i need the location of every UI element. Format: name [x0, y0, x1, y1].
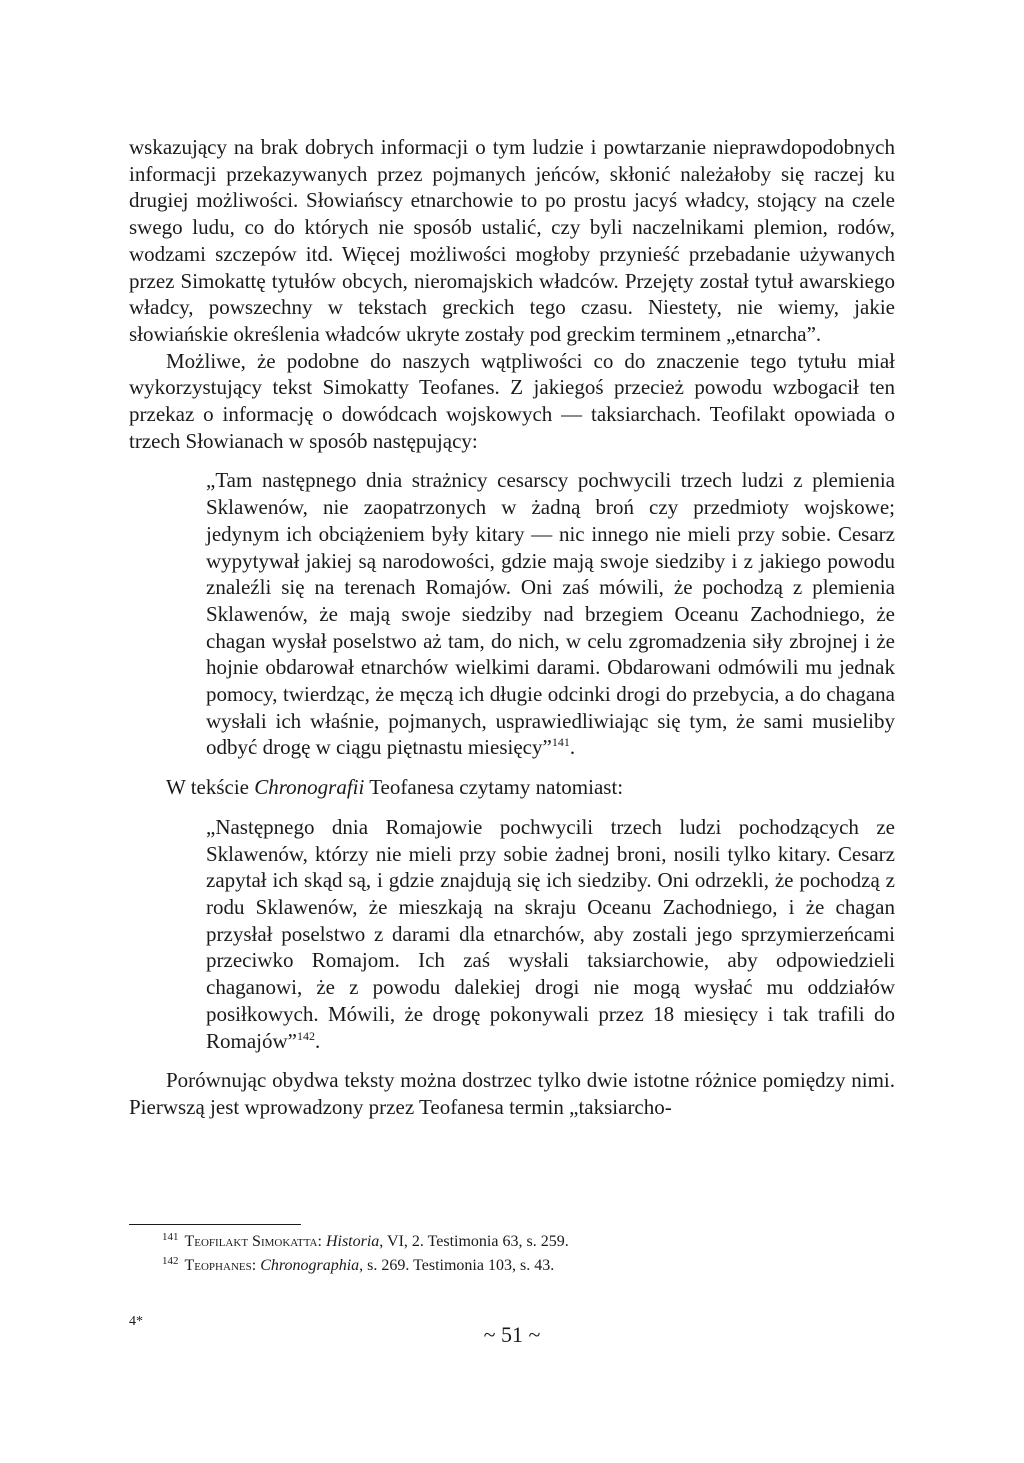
spacer: [129, 1054, 895, 1067]
quote-theophylact: „Tam następnego dnia strażnicy cesarscy pochwycili trzech ludzi z plemienia Sklawenów, nie zaopatrzonych w żadną broń czy przedmioty wojskowe; jedynym ich obciążeniem były kitary — nic innego nie mieli przy sobie. Cesarz wypytywał jakiej są narodowości, gdzie mają swoje siedziby i z jakiego powodu znaleźli się na terenach Romajów. Oni zaś mówili, że pochodzą z plemienia Sklawenów, że mają swoje siedziby nad brzegiem Oceanu Zachodniego, że chagan wysłał poselstwo aż tam, do nich, w celu zgromadzenia siły zbrojnej i że hojnie obdarował etnarchów wielkimi darami. Obdarowani odmówili mu jednak pomocy, twierdząc, że męczą ich długie odcinki drogi do przebycia, a do chagana wysłali ich właśnie, pojmanych, usprawiedliwiając się tym, że sami musieliby odbyć drogę w ciągu piętnastu miesięcy”$^{141}$.: [206, 468, 895, 760]
footnote-141: [162, 1230, 569, 1254]
footnote-separator: :: [251, 1257, 261, 1274]
footnotes: [162, 1230, 569, 1278]
quote-theophylact-text: „Tam następnego dnia strażnicy cesarscy pochwycili trzech ludzi z plemienia Sklawenów, nie zaopatrzonych w żadną broń czy przedmioty wojskowe; jedynym ich obciążeniem były kitary — nic innego nie mieli przy sobie. Cesarz wypytywał jakiej są narodowości, gdzie mają swoje siedziby i z jakiego powodu znaleźli się na terenach Romajów. Oni zaś mówili, że pochodzą z plemienia Sklawenów, że mają swoje siedziby nad brzegiem Oceanu Zachodniego, że chagan wysłał poselstwo aż tam, do nich, w celu zgromadzenia siły zbrojnej i że hojnie obdarował etnarchów wielkimi darami. Obdarowani odmówili mu jednak pomocy, twierdząc, że męczą ich długie odcinki drogi do przebycia, a do chagana wysłali ich właśnie, pojmanych, usprawiedliwiając się tym, że sami musieliby odbyć drogę w ciągu piętnastu miesięcy”: [206, 468, 895, 760]
footnote-author: Teophanes: [184, 1257, 252, 1274]
paragraph-3: [129, 774, 895, 801]
footnote-work: Chronographia: [260, 1257, 360, 1274]
spacer: [129, 454, 895, 467]
signature-mark: 4*: [129, 1314, 143, 1329]
main-text: [129, 134, 895, 1121]
paragraph-2: Możliwe, że podobne do naszych wątpliwości co do znaczenie tego tytułu miał wykorzystujący tekst Simokatty Teofanes. Z jakiegoś przecież powodu wzbogacił ten przekaz o informację o dowódcach wojskowych — taksiarchach. Teofilakt opowiada o trzech Słowianach w sposób następujący:: [129, 348, 895, 453]
footnote-citation: , VI, 2. Testimonia 63, s. 259.: [379, 1233, 569, 1250]
footnote-author: Teofilakt Simokatta: [184, 1233, 318, 1250]
paragraph-4: Porównując obydwa teksty można dostrzec tylko dwie istotne różnice pomiędzy nimi. Pierwszą jest wprowadzony przez Teofanesa termin „taksiarcho-: [129, 1068, 895, 1119]
quote-theophanes-text: „Następnego dnia Romajowie pochwycili trzech ludzi pochodzących ze Sklawenów, którzy nie mieli przy sobie żadnej broni, nosili tylko kitary. Cesarz zapytał ich skąd są, i gdzie znajdują się ich siedziby. Oni odrzekli, że pochodzą z rodu Sklawenów, że mieszkają na skraju Oceanu Zachodniego, i że chagan przysłał poselstwo z darami dla etnarchów, aby zostali jego sprzymierzeńcami przeciwko Romajom. Ich zaś wysłali taksiarchowie, aby odpowiedzieli chaganowi, że z powodu dalekiej drogi nie mogą wysłać mu oddziałów posiłkowych. Mówili, że drogę pokonywali przez 18 miesięcy i tak trafili do Romajów”: [206, 814, 895, 1053]
footnote-ref-141[interactable]: 141: [551, 735, 570, 750]
paragraph-1: wskazujący na brak dobrych informacji o tym ludzie i powtarzanie nieprawdopodobnych informacji przekazywanych przez pojmanych jeńców, skłonić należałoby się raczej ku drugiej możliwości. Słowiańscy etnarchowie to po prostu jacyś władcy, stojący na czele swego ludu, co do których nie sposób ustalić, czy byli naczelnikami plemion, rodów, wodzami szczepów itd. Więcej możliwości mogłoby przynieść przebadanie używanych przez Simokattę tytułów obcych, nieromajskich władców. Przejęty został tytuł awarskiego władcy, powszechny w tekstach greckich tego czasu. Niestety, nie wiemy, jakie słowiańskie określenia władców ukryte zostały pod greckim terminem „etnarcha”.: [129, 135, 895, 346]
footnote-citation: , s. 269. Testimonia 103, s. 43.: [359, 1257, 555, 1274]
spacer: [129, 761, 895, 774]
footnote-142: [162, 1254, 569, 1278]
footnote-work: Historia: [325, 1233, 380, 1250]
spacer: [129, 801, 895, 814]
footnote-number: 142: [162, 1254, 179, 1267]
paragraph-3-end: Teofanesa czytamy natomiast:: [364, 775, 624, 800]
footnote-ref-142[interactable]: 142: [296, 1028, 315, 1043]
page-number: ~ 51 ~: [483, 1322, 541, 1347]
footnote-number: 141: [162, 1230, 179, 1243]
paragraph-3-start: W tekście: [166, 775, 255, 800]
quote-theophanes: „Następnego dnia Romajowie pochwycili trzech ludzi pochodzących ze Sklawenów, którzy nie mieli przy sobie żadnej broni, nosili tylko kitary. Cesarz zapytał ich skąd są, i gdzie znajdują się ich siedziby. Oni odrzekli, że pochodzą z rodu Sklawenów, że mieszkają na skraju Oceanu Zachodniego, i że chagan przysłał poselstwo z darami dla etnarchów, aby zostali jego sprzymierzeńcami przeciwko Romajom. Ich zaś wysłali taksiarchowie, aby odpowiedzieli chaganowi, że z powodu dalekiej drogi nie mogą wysłać mu oddziałów posiłkowych. Mówili, że drogę pokonywali przez 18 miesięcy i tak trafili do Romajów”$^{142}$.: [206, 814, 895, 1053]
footnote-separator: :: [317, 1233, 326, 1250]
footnote-divider: [129, 1224, 301, 1225]
work-title-chronografii: Chronografii: [254, 775, 365, 800]
